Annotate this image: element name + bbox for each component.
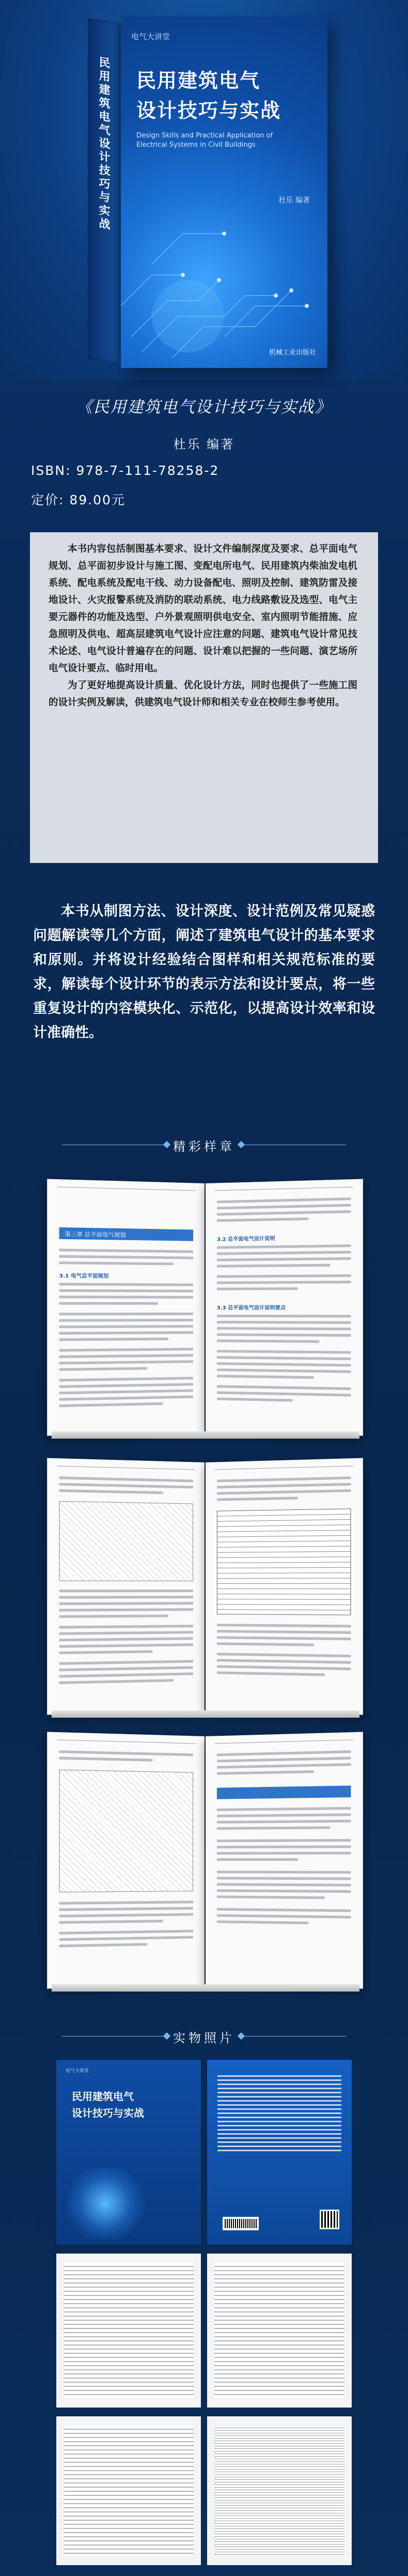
photo-inner-page-1 <box>56 2253 201 2408</box>
text-line <box>59 1489 163 1494</box>
text-line <box>217 1845 351 1848</box>
text-line <box>59 1383 194 1388</box>
text-line <box>59 1936 194 1941</box>
text-line <box>217 1763 351 1769</box>
text-line <box>59 1402 163 1407</box>
text-line <box>217 1653 351 1657</box>
text-line <box>217 1839 351 1842</box>
text-line <box>217 1483 351 1489</box>
text-line <box>217 1852 351 1854</box>
text-line <box>217 1339 319 1343</box>
samples-section-header <box>0 1134 408 1155</box>
text-line <box>217 1630 351 1634</box>
text-line <box>217 1251 351 1255</box>
sample-page-right <box>206 1458 363 1715</box>
text-line <box>59 1360 194 1364</box>
samples-section-title: 精彩样章 <box>173 1139 235 1154</box>
text-line <box>217 1883 351 1886</box>
back-cover-text <box>217 2075 341 2153</box>
text-line <box>59 1631 194 1635</box>
chapter-band-title: 第三章 总平面电气规划 <box>65 1230 126 1239</box>
cover-publisher: 机械工业出版社 <box>269 349 316 357</box>
book-summary: 本书从制图方法、设计深度、设计范例及常见疑惑问题解读等几个方面，阐述了建筑电气设计的基本要求和原则。并将设计经验结合图样和相关规范标准的要求，解读每个设计环节的表示方法和设计要点，将一些重复设计的内容模块化、示范化，以提高设计效率和设计准确性。 <box>33 903 375 1041</box>
text-line <box>59 1377 194 1381</box>
text-line <box>59 1666 194 1671</box>
text-line <box>59 1283 194 1286</box>
text-line <box>217 1204 351 1210</box>
cover-author: 杜乐 编著 <box>278 196 310 205</box>
text-line <box>217 1813 351 1817</box>
text-line <box>59 1660 194 1664</box>
book-isbn: ISBN: 978-7-111-78258-2 <box>31 463 219 478</box>
text-line <box>59 1354 194 1358</box>
text-line <box>217 1489 351 1495</box>
text-line <box>59 1943 148 1947</box>
circuit-illustration <box>121 203 327 358</box>
cover-series: 电气大讲堂 <box>131 32 170 41</box>
text-line <box>217 1877 351 1880</box>
text-line <box>59 1920 163 1924</box>
page-edge <box>52 1710 359 1718</box>
text-line <box>217 1244 351 1249</box>
text-line <box>217 1820 351 1824</box>
text-line <box>59 1590 194 1592</box>
spine-title: 民用建筑电气设计技巧与实战 <box>97 55 110 233</box>
cover-title-line2: 设计技巧与实战 <box>136 99 281 122</box>
page-text-lines <box>214 2263 344 2398</box>
text-line <box>59 1596 194 1599</box>
text-line <box>59 1757 153 1762</box>
qr-code <box>320 2210 339 2229</box>
chapter-band <box>217 1785 351 1799</box>
text-line <box>59 1367 148 1370</box>
section-heading: 3.3 总平面电气设计说明要点 <box>216 1305 286 1312</box>
text-line <box>217 1362 351 1366</box>
text-line <box>217 1287 298 1290</box>
text-line <box>217 1315 351 1318</box>
text-line <box>59 1930 194 1934</box>
description-paragraph-2: 为了更好地提高设计质量、优化设计方法，同时也提供了一些施工图的设计实例及解读，供建筑电气设计师和相关专业在校师生参考使用。 <box>49 680 357 708</box>
text-line <box>217 1368 351 1373</box>
photo-cover-title <box>72 2088 144 2121</box>
page-header-rule <box>57 1186 195 1191</box>
text-line <box>59 1614 168 1617</box>
text-line <box>217 1642 314 1646</box>
cover-glow-graphic <box>61 2167 149 2240</box>
sample-spread-1 <box>52 1183 359 1439</box>
text-line <box>217 1624 351 1627</box>
page-text-lines <box>64 2263 194 2398</box>
text-line <box>59 1325 194 1328</box>
barcode <box>223 2217 259 2230</box>
photo-title-line1: 民用建筑电气 <box>72 2090 134 2103</box>
page-table-lines <box>214 2426 344 2556</box>
photo-inner-page-2 <box>207 2253 352 2408</box>
text-line <box>217 1217 309 1222</box>
text-line <box>59 1248 194 1253</box>
text-line <box>59 1337 168 1341</box>
text-line <box>59 1643 194 1647</box>
section-heading: 3.1 电气总平面规划 <box>59 1273 109 1279</box>
text-line <box>217 1257 351 1261</box>
section-heading: 3.2 总平面电气设计说明 <box>216 1236 275 1243</box>
divider-line <box>243 2036 346 2037</box>
text-line <box>59 1672 194 1677</box>
text-line <box>217 1281 351 1284</box>
page-header-rule <box>215 1466 353 1470</box>
page-header-rule <box>57 1739 195 1744</box>
book-cover <box>121 17 327 368</box>
book-title: 《民用建筑电气设计技巧与实战》 <box>76 398 332 417</box>
text-line <box>59 1255 194 1259</box>
text-line <box>217 1895 325 1899</box>
floor-plan-figure <box>59 1769 194 1892</box>
book-spine <box>88 18 121 364</box>
text-line <box>217 1497 298 1501</box>
text-line <box>217 1327 351 1330</box>
text-line <box>217 1750 351 1756</box>
text-line <box>217 1889 351 1893</box>
text-line <box>59 1637 194 1641</box>
text-line <box>59 1679 174 1684</box>
text-line <box>59 1901 194 1905</box>
sample-page-right <box>206 1732 363 1988</box>
description-box <box>30 532 378 863</box>
cover-english-title: Design Skills and Practical Application of Electrical Systems in Civil Buildings <box>136 132 273 149</box>
text-line <box>59 1289 194 1292</box>
text-line <box>59 1319 194 1322</box>
text-line <box>59 1295 194 1299</box>
photo-inner-page-4 <box>207 2416 352 2566</box>
text-line <box>59 1907 194 1911</box>
text-line <box>217 1264 330 1268</box>
text-line <box>217 1659 351 1663</box>
text-line <box>217 1871 351 1874</box>
text-line <box>217 1391 351 1396</box>
text-line <box>59 1913 194 1917</box>
book-price: 定价: 89.00元 <box>31 492 125 507</box>
text-line <box>217 1321 351 1324</box>
text-line <box>59 1625 194 1628</box>
page-edge <box>52 1431 359 1439</box>
text-line <box>59 1608 194 1611</box>
text-line <box>59 1602 194 1605</box>
text-line <box>59 1348 194 1352</box>
text-line <box>217 1356 351 1360</box>
text-line <box>217 1210 351 1216</box>
photos-section-title: 实物照片 <box>173 2031 235 2045</box>
text-line <box>59 1395 194 1400</box>
book-3d-render <box>88 17 331 371</box>
text-line <box>217 1476 351 1482</box>
text-line <box>59 1389 194 1394</box>
sample-page-left <box>47 1458 205 1715</box>
text-line <box>217 1807 351 1811</box>
text-line <box>217 1197 351 1203</box>
cover-title <box>136 66 291 126</box>
photo-inner-page-3 <box>56 2416 201 2566</box>
text-line <box>59 1476 194 1482</box>
photo-back-cover <box>207 2059 352 2245</box>
sample-page-left <box>47 1179 205 1436</box>
text-line <box>217 1350 351 1354</box>
photo-series: 电气大讲堂 <box>66 2069 89 2074</box>
text-line <box>59 1650 153 1654</box>
sample-page-right <box>206 1179 363 1436</box>
text-line <box>59 1313 194 1315</box>
page-header-rule <box>215 1186 353 1191</box>
text-line <box>217 1397 292 1401</box>
photo-title-line2: 设计技巧与实战 <box>72 2107 144 2119</box>
sample-page-left <box>47 1732 205 1988</box>
text-line <box>217 1908 351 1912</box>
text-line <box>217 1636 351 1640</box>
text-line <box>217 1385 351 1390</box>
text-line <box>217 1770 314 1775</box>
hero-banner <box>0 0 408 380</box>
data-table <box>217 1508 351 1615</box>
text-line <box>59 1750 194 1756</box>
sample-spread-3 <box>52 1736 359 1992</box>
text-line <box>59 1331 194 1335</box>
text-line <box>217 1826 330 1830</box>
text-line <box>217 1671 325 1676</box>
cover-title-line1: 民用建筑电气 <box>136 69 261 92</box>
page-header-rule <box>215 1739 353 1744</box>
page-header-rule <box>57 1466 195 1470</box>
text-line <box>217 1914 351 1918</box>
text-line <box>59 1483 194 1489</box>
chapter-band <box>59 1227 194 1241</box>
text-line <box>59 1302 158 1305</box>
photo-front-cover <box>56 2059 201 2245</box>
text-line <box>217 1274 351 1278</box>
text-line <box>217 1757 351 1763</box>
page-text-lines <box>64 2426 194 2556</box>
photos-section-header <box>0 2026 408 2046</box>
text-line <box>59 1261 174 1265</box>
book-author: 杜乐 编著 <box>173 437 235 452</box>
text-line <box>217 1375 314 1379</box>
text-line <box>217 1665 351 1670</box>
text-line <box>217 1333 351 1337</box>
page-edge <box>52 1984 359 1992</box>
sample-spread-2 <box>52 1462 359 1718</box>
text-line <box>217 1920 309 1924</box>
description-paragraph-1: 本书内容包括制图基本要求、设计文件编制深度及要求、总平面电气规划、总平面初步设计与施工图、变配电所电气、民用建筑内柴油发电机系统、配电系统及配电干线、动力设备配电、照明及控制、建筑防雷及接地设计、火灾报警系统及消防的联动系统、电力线路敷设及选型、电气主要元器件的功能及选型、户外景观照明供电安全、室内照明节能措施、应急照明及供电、超高层建筑电气设计应注意的问题、建筑电气设计常见技术论述、电气设计普遍存在的问题、设计难以把握的一些问题、演艺场所电气设计要点、临时用电。 <box>49 544 357 674</box>
text-line <box>217 1858 298 1861</box>
drawing-figure <box>59 1501 194 1581</box>
